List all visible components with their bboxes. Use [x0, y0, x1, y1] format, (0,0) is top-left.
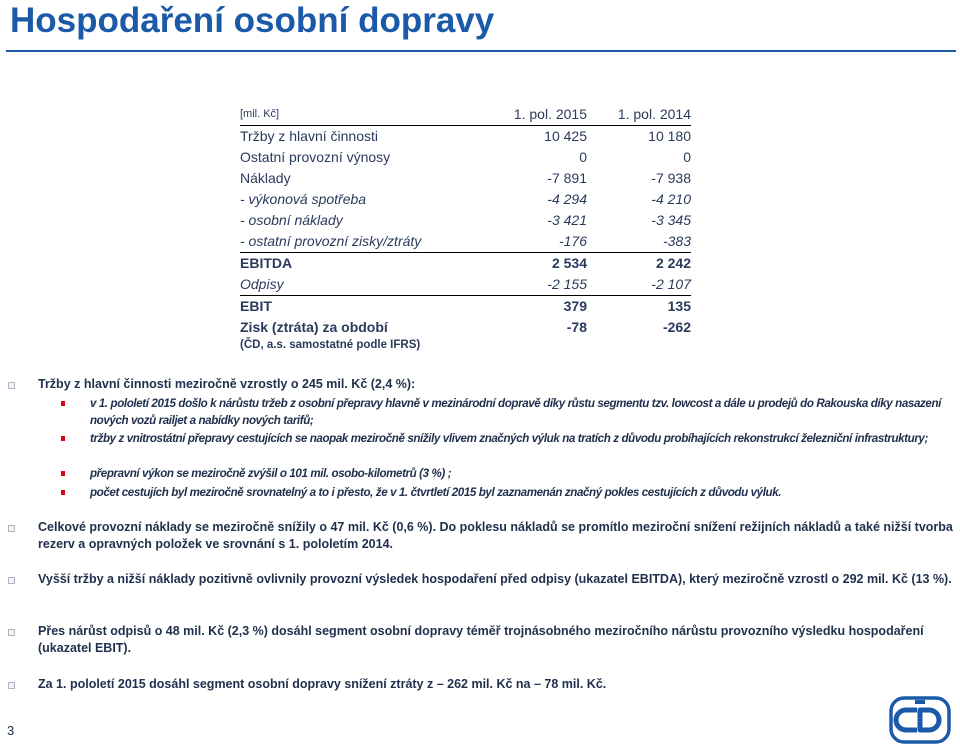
- cd-logo-icon: [889, 696, 951, 744]
- table-row: [240, 168, 691, 189]
- page-title: Hospodaření osobní dopravy: [10, 1, 495, 40]
- row-label: EBIT: [240, 296, 454, 318]
- value-2014: -262: [662, 319, 691, 335]
- unit-header: [mil. Kč]: [240, 108, 280, 120]
- value-2014: 135: [587, 296, 691, 318]
- bullet-loss: Za 1. pololetí 2015 dosáhl segment osobní dopravy snížení ztráty z – 262 mil. Kč na – 78 mil. Kč.: [38, 676, 953, 693]
- row-label: Zisk (ztráta) za období: [240, 319, 388, 335]
- bullet-revenue: Tržby z hlavní činnosti meziročně vzrostly o 245 mil. Kč (2,4 %):: [38, 376, 953, 393]
- value-2015: -7 891: [547, 170, 587, 186]
- value-2014: 10 180: [587, 126, 691, 148]
- value-2014: -7 938: [651, 170, 691, 186]
- column-header-2014: 1. pol. 2014: [617, 106, 691, 122]
- table-header-row: [240, 104, 691, 126]
- value-2015: -4 294: [547, 191, 587, 207]
- table-row: [240, 231, 691, 253]
- table-row: [240, 274, 691, 296]
- table-footnote: (ČD, a.s. samostatné podle IFRS): [240, 339, 421, 351]
- value-2014: -4 210: [651, 191, 691, 207]
- value-2014: -383: [662, 233, 691, 249]
- table-row: [240, 126, 691, 148]
- value-2015: 379: [454, 296, 587, 318]
- bullet-costs: Celkové provozní náklady se meziročně snížily o 47 mil. Kč (0,6 %). Do poklesu nákladů se promítlo meziroční snížení režijních nákladů a také nižší tvorba rezerv a opravných položek ve srovnání s 1. pololetím 2014.: [38, 520, 953, 551]
- value-2015: -2 155: [547, 276, 587, 292]
- value-2015: -176: [558, 233, 587, 249]
- row-label: - osobní náklady: [240, 212, 343, 228]
- value-2015: -78: [566, 319, 587, 335]
- value-2014: -3 345: [651, 212, 691, 228]
- title-divider: [6, 50, 956, 52]
- page-number: 3: [7, 723, 15, 738]
- table-row: [240, 296, 691, 318]
- sub-bullet-performance: přepravní výkon se meziročně zvýšil o 101 mil. osobo-kilometrů (3 %) ;: [90, 465, 956, 482]
- row-label: EBITDA: [240, 253, 454, 275]
- financial-table: [240, 104, 691, 338]
- sub-bullet-domestic: tržby z vnitrostátní přepravy cestujících se naopak meziročně snížily vlivem značných výluk na tratích z důvodu probíhajících rekonstrukcí železniční infrastruktury;: [90, 430, 956, 447]
- row-label: Odpisy: [240, 276, 284, 292]
- sub-bullet-international: v 1. pololetí 2015 došlo k nárůstu tržeb z osobní přepravy hlavně v mezinárodní dopravě díky růstu segmentu tzv. lowcost a dále u prodejů do Rakouska díky nasazení nových vozů railjet a nabídky nových tarifů;: [90, 395, 956, 429]
- value-2014: -2 107: [651, 276, 691, 292]
- bullet-ebit: Přes nárůst odpisů o 48 mil. Kč (2,3 %) dosáhl segment osobní dopravy téměř trojnásobného meziročního nárůstu provozního výsledku hospodaření (ukazatel EBIT).: [38, 623, 953, 657]
- value-2015: -3 421: [547, 212, 587, 228]
- row-label: - ostatní provozní zisky/ztráty: [240, 233, 422, 249]
- value-2014: 0: [683, 149, 691, 165]
- bullet-ebitda: Vyšší tržby a nižší náklady pozitivně ovlivnily provozní výsledek hospodaření před odpisy (ukazatel EBITDA), který meziročně vzrostl o 292 mil. Kč (13 %).: [38, 572, 952, 586]
- table-row: [240, 317, 691, 338]
- table-row: [240, 147, 691, 168]
- row-label: Náklady: [240, 170, 291, 186]
- table-row: [240, 189, 691, 210]
- table-row: [240, 253, 691, 275]
- value-2015: 0: [579, 149, 587, 165]
- row-label: Ostatní provozní výnosy: [240, 149, 391, 165]
- value-2015: 2 534: [454, 253, 587, 275]
- column-header-2015: 1. pol. 2015: [513, 106, 587, 122]
- sub-bullet-passengers: počet cestujích byl meziročně srovnatelný a to i přesto, že v 1. čtvrtletí 2015 byl zaznamenán značný pokles cestujících z důvodu výluk.: [90, 484, 956, 501]
- value-2014: 2 242: [587, 253, 691, 275]
- value-2015: 10 425: [454, 126, 587, 148]
- row-label: - výkonová spotřeba: [240, 191, 367, 207]
- row-label: Tržby z hlavní činnosti: [240, 126, 454, 148]
- table-row: [240, 210, 691, 231]
